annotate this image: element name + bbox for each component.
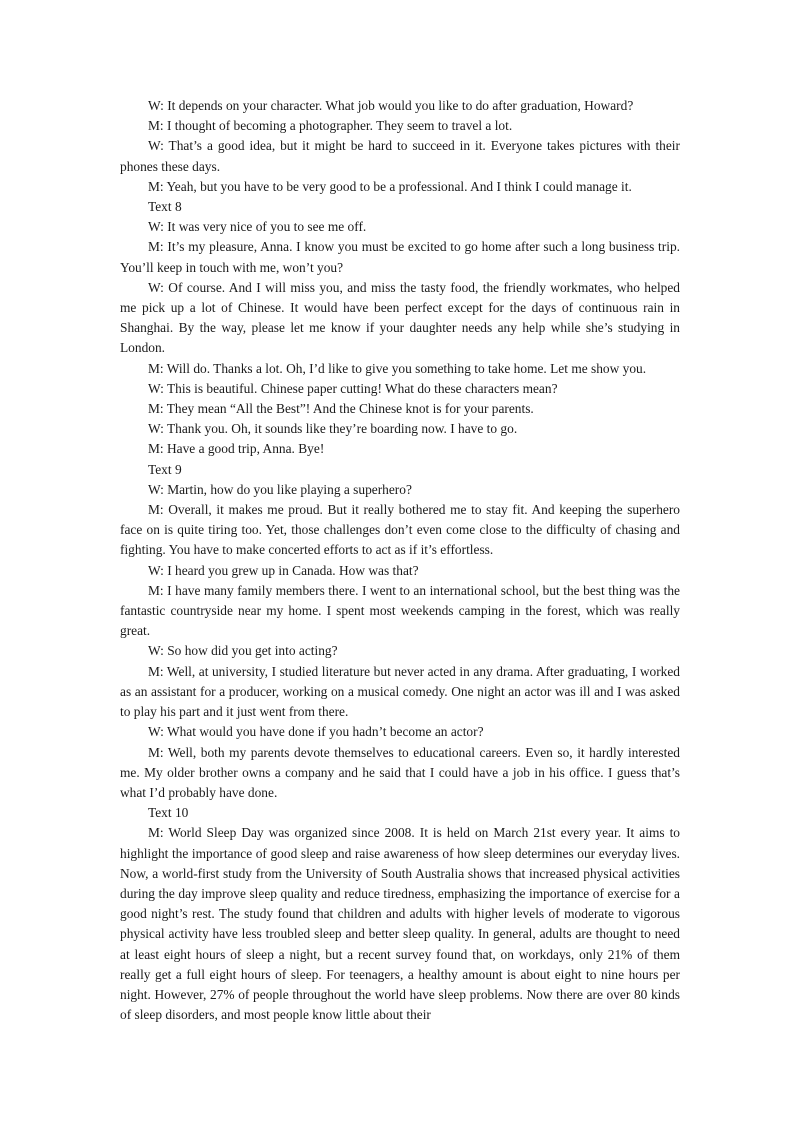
dialogue-line: W: This is beautiful. Chinese paper cutting! What do these characters mean? xyxy=(148,380,558,396)
dialogue-line: M: I thought of becoming a photographer. They seem to travel a lot. xyxy=(148,118,513,134)
dialogue-line: W: Martin, how do you like playing a superhero? xyxy=(148,481,412,497)
dialogue-line: W: It depends on your character. What job would you like to do after graduation, Howard? xyxy=(148,98,634,113)
monologue-paragraph: M: World Sleep Day was organized since 2008. It is held on March 21st every year. It aims to highlight the importance of good sleep and raise awareness of how sleep determines our everyday lives. Now, a world-first study from the University of South Australia shows that increased physical activities during the day improve sleep quality and reduce tiredness, emphasizing the importance of exercise for a good night’s rest. The study found that children and adults with higher levels of moderate to vigorous physical activity have less troubled sleep and better sleep quality. In general, adults are thought to need at least eight hours of sleep a night, but a recent survey found that, on workdays, only 21% of them really get a full eight hours of sleep. For teenagers, a healthy amount is about eight to nine hours per night. However, 27% of people throughout the world have sleep problems. Now there are over 80 kinds of sleep disorders, and most people know little about their xyxy=(120,825,680,1023)
dialogue-line: W: Of course. And I will miss you, and miss the tasty food, the friendly workmates, who helped me pick up a lot of Chinese. It would have been perfect except for the days of continuous rain in Shanghai. By the way, please let me know if your daughter needs any help while she’s studying in London. xyxy=(120,279,680,356)
dialogue-line: W: That’s a good idea, but it might be hard to succeed in it. Everyone takes pictures with their phones these days. xyxy=(120,138,680,174)
dialogue-line: W: So how did you get into acting? xyxy=(148,643,338,659)
document-page xyxy=(120,96,680,1025)
section-heading-text-8: Text 8 xyxy=(148,199,182,215)
dialogue-line: W: Thank you. Oh, it sounds like they’re boarding now. I have to go. xyxy=(148,421,518,437)
dialogue-line: W: It was very nice of you to see me off. xyxy=(148,219,367,235)
dialogue-line: M: I have many family members there. I went to an international school, but the best thing was the fantastic countryside near my home. I spent most weekends camping in the forest, which was really great. xyxy=(120,582,680,639)
section-heading-text-10: Text 10 xyxy=(148,805,189,821)
dialogue-line: M: Will do. Thanks a lot. Oh, I’d like to give you something to take home. Let me show you. xyxy=(148,360,647,376)
dialogue-line: M: They mean “All the Best”! And the Chinese knot is for your parents. xyxy=(148,401,534,417)
dialogue-line: M: Yeah, but you have to be very good to be a professional. And I think I could manage it. xyxy=(148,178,632,194)
dialogue-line: W: I heard you grew up in Canada. How was that? xyxy=(148,562,419,578)
dialogue-line: M: Well, both my parents devote themselves to educational careers. Even so, it hardly interested me. My older brother owns a company and he said that I could have a job in his office. I guess that’s what I’d probably have done. xyxy=(120,744,680,800)
dialogue-line: M: Overall, it makes me proud. But it really bothered me to stay fit. And keeping the superhero face on is quite tiring too. Yet, those challenges don’t even come close to the difficulty of chasing and fighting. You have to make concerted efforts to act as if it’s effortless. xyxy=(120,502,680,558)
dialogue-line: W: What would you have done if you hadn’t become an actor? xyxy=(148,724,484,740)
section-heading-text-9: Text 9 xyxy=(148,461,182,477)
dialogue-line: M: It’s my pleasure, Anna. I know you must be excited to go home after such a long business trip. You’ll keep in touch with me, won’t you? xyxy=(120,239,680,275)
dialogue-line: M: Well, at university, I studied literature but never acted in any drama. After graduating, I worked as an assistant for a producer, working on a musical comedy. One night an actor was ill and I was asked to play his part and it just went from there. xyxy=(120,663,680,720)
dialogue-line: M: Have a good trip, Anna. Bye! xyxy=(148,441,325,457)
